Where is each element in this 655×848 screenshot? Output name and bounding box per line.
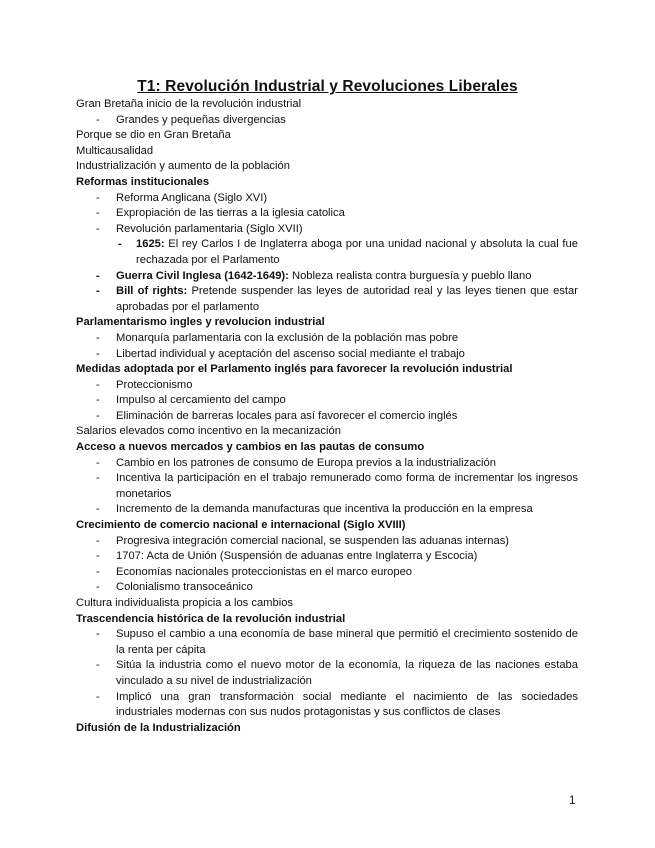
list-item-text: Eliminación de barreras locales para así favorecer el comercio inglés [116,409,458,422]
list-item [76,347,578,363]
list-item-text: Revolución parlamentaria (Siglo XVII) [116,222,303,235]
list-item-text: El rey Carlos I de Inglaterra aboga por una unidad nacional y absoluta la cual fue rechazada por el Parlamento [136,238,578,266]
list-item-text: Colonialismo transoceánico [116,581,253,594]
text-line: Cultura individualista propicia a los cambios [76,597,294,609]
bullet-dash: - [96,456,100,469]
section-heading: Acceso a nuevos mercados y cambios en las pautas de consumo [76,441,425,454]
list-item-text: Expropiación de las tierras a la iglesia catolica [116,207,345,220]
list-item-bold: Guerra Civil Inglesa (1642-1649): [116,269,289,282]
list-item [76,284,578,315]
page-number: 1 [569,795,576,807]
list-item-text: Nobleza realista contra burguesía y pueblo llano [288,269,532,282]
list-item [76,409,578,425]
bullet-dash: - [96,409,100,422]
text-line: Multicausalidad [76,144,154,157]
list-item-text: Progresiva integración comercial nacional, se suspenden las aduanas internas) [116,534,510,547]
list-item [76,627,578,658]
list-item-text: Incremento de la demanda manufacturas que incentiva la producción en la empresa [116,503,533,516]
list-item-text: Reforma Anglicana (Siglo XVI) [116,191,268,204]
list-item-text: Economías nacionales proteccionistas en el marco europeo [116,565,413,578]
list-item-text: Sitúa la industria como el nuevo motor de la economía, la riqueza de las naciones estaba vinculado a su nivel de industrialización [116,659,578,687]
bullet-dash: - [118,238,122,251]
section-heading: Difusión de la Industrialización [76,721,241,734]
list-item [76,191,578,207]
list-item [76,222,578,238]
bullet-dash: - [96,331,100,344]
list-item [76,534,578,550]
bullet-dash: - [96,285,100,298]
text-line: Industrialización y aumento de la población [76,160,290,173]
bullet-dash: - [96,534,100,547]
list-item [76,113,578,129]
list-item [76,378,578,394]
document-title: T1: Revolución Industrial y Revoluciones Liberales [137,78,518,95]
list-item [76,502,578,518]
list-item [76,565,578,581]
bullet-dash: - [96,207,100,220]
list-item [76,331,578,347]
bullet-dash: - [96,472,100,485]
list-item [76,471,578,502]
bullet-dash: - [96,222,100,235]
text-line: Gran Bretaña inicio de la revolución industrial [76,98,302,110]
bullet-dash: - [96,550,100,563]
bullet-dash: - [96,269,100,282]
list-item [76,456,578,472]
section-heading: Crecimiento de comercio nacional e internacional (Siglo XVIII) [76,519,406,532]
bullet-dash: - [96,113,100,126]
sub-list-item [76,237,578,268]
list-item-text: Pretende suspender las leyes de autoridad real y las leyes tienen que estar aprobadas por el parlamento [116,285,578,313]
list-item [76,690,578,721]
bullet-dash: - [96,690,100,703]
bullet-dash: - [96,581,100,594]
text-line: Salarios elevados como incentivo en la mecanización [76,425,341,438]
list-item-text: Cambio en los patrones de consumo de Europa previos a la industrialización [116,456,496,469]
bullet-dash: - [96,659,100,672]
list-item [76,206,578,222]
list-item [76,658,578,689]
section-heading: Trascendencia histórica de la revolución industrial [76,612,346,625]
list-item-text: Impulso al cercamiento del campo [116,394,286,407]
list-item-text: Grandes y pequeñas divergencias [116,113,286,126]
list-item-text: Implicó una gran transformación social mediante el nacimiento de las sociedades industriales modernas con sus nudos protagonistas y sus conflictos de clases [116,690,578,719]
bullet-dash: - [96,503,100,516]
list-item [76,580,578,596]
bullet-dash: - [96,191,100,204]
bullet-dash: - [96,628,100,641]
section-heading: Medidas adoptada por el Parlamento inglés para favorecer la revolución industrial [76,363,513,376]
list-item-bold: Bill of rights: [116,285,188,298]
list-item-text: Libertad individual y aceptación del ascenso social mediante el trabajo [116,347,465,360]
section-heading: Parlamentarismo ingles y revolucion industrial [76,316,325,329]
section-heading: Reformas institucionales [76,175,210,188]
list-item [76,549,578,565]
bullet-dash: - [96,565,100,578]
text-line: Porque se dio en Gran Bretaña [76,129,231,142]
list-item-text: Monarquía parlamentaria con la exclusión de la población mas pobre [116,331,459,344]
list-item-text: 1707: Acta de Unión (Suspensión de aduanas entre Inglaterra y Escocia) [116,550,478,563]
document-body [76,97,578,736]
bullet-dash: - [96,347,100,360]
list-item-text: Supuso el cambio a una economía de base mineral que permitió el crecimiento sostenido de la renta per cápita [116,628,578,656]
list-item-text: Incentiva la participación en el trabajo remunerado como forma de incrementar los ingresos monetarios [116,472,578,500]
bullet-dash: - [96,378,100,391]
list-item-text: Proteccionismo [116,378,193,391]
list-item [76,269,578,285]
list-item [76,393,578,409]
bullet-dash: - [96,394,100,407]
list-item-bold: 1625: [136,238,165,251]
